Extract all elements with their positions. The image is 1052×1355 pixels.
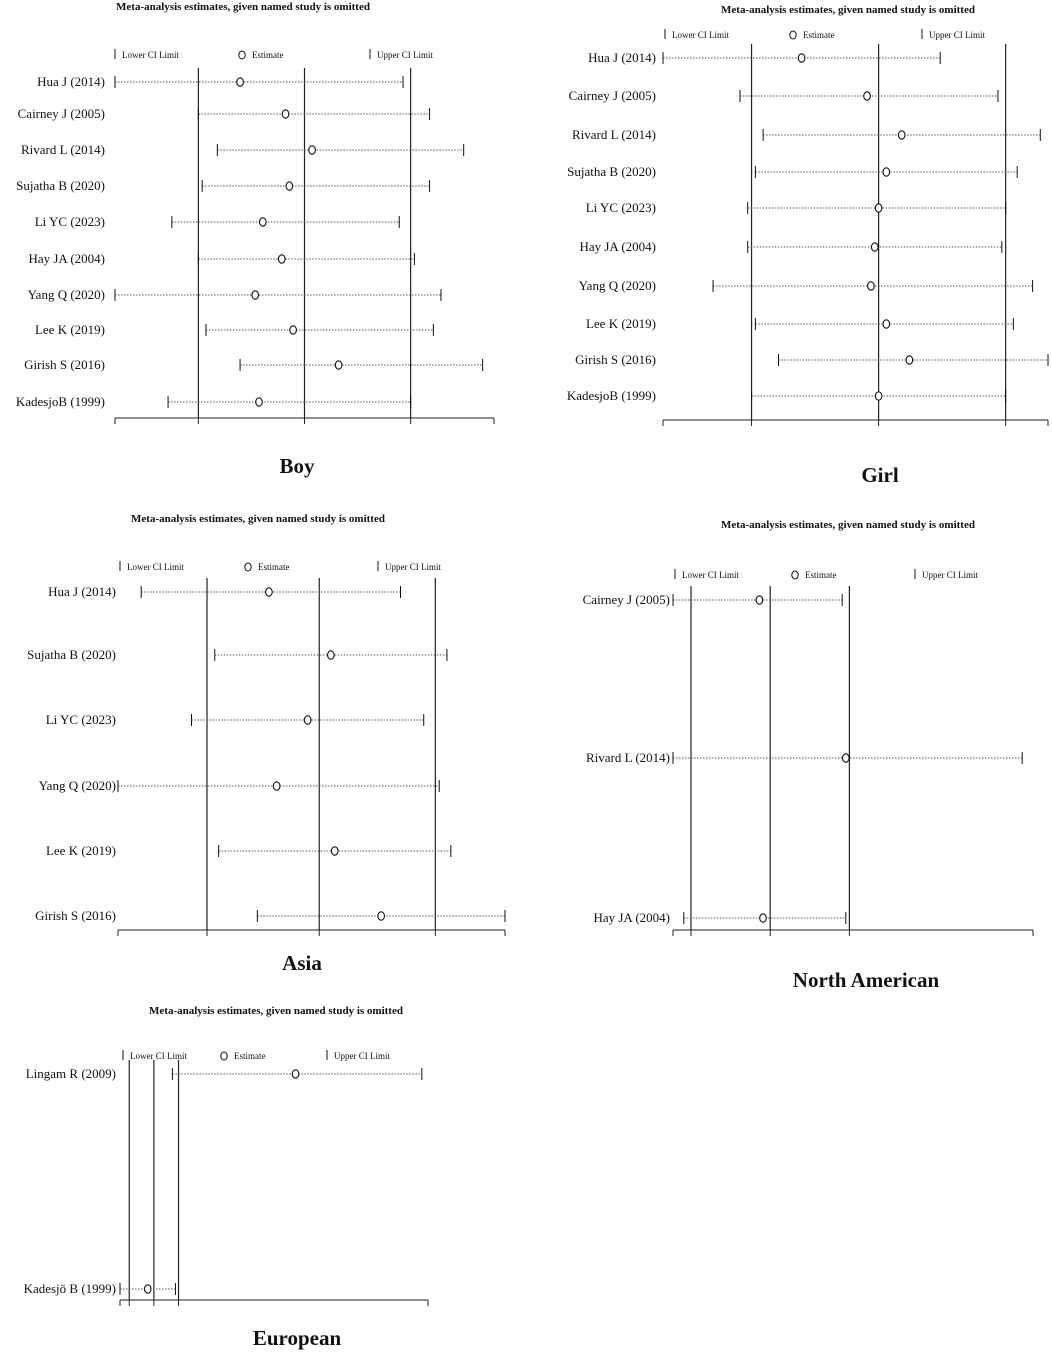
legend-estimate-marker [792,571,798,579]
estimate-point [304,716,311,724]
group-label: North American [792,968,940,992]
legend-estimate-marker [221,1052,227,1060]
study-label: Sujatha B (2020) [16,178,105,193]
estimate-point [266,588,273,596]
study-label: Cairney J (2005) [17,106,105,121]
study-row [37,74,403,89]
study-row [24,1281,176,1296]
study-row [27,647,447,662]
study-row [24,357,483,372]
forest-plot-european [24,1005,428,1350]
study-label: KadesjoB (1999) [566,388,656,403]
study-row [569,88,998,103]
legend-upper-label: Upper CI Limit [929,30,985,40]
study-label: Sujatha B (2020) [567,164,656,179]
estimate-point [883,168,890,176]
legend-lower-label: Lower CI Limit [682,570,739,580]
plot-legend [120,561,441,572]
estimate-point [906,356,913,364]
study-label: Sujatha B (2020) [27,647,116,662]
forest-plot-north-american [583,519,1033,992]
study-label: Hay JA (2004) [593,910,670,925]
estimate-point [868,282,875,290]
study-label: Cairney J (2005) [568,88,656,103]
study-row [35,214,400,229]
study-label: Rivard L (2014) [586,750,670,765]
estimate-point [273,782,280,790]
study-label: Lee K (2019) [34,322,105,337]
plot-title: Meta-analysis estimates, given named study is omitted [116,1,370,13]
estimate-point [144,1285,151,1293]
study-row [579,278,1033,293]
group-label: European [252,1326,342,1350]
group-label: Asia [282,951,322,975]
study-row [586,750,1022,765]
estimate-point [278,255,285,263]
study-row [567,388,1006,403]
estimate-point [282,110,289,118]
plot-legend [123,1050,390,1061]
legend-estimate-label: Estimate [252,50,284,60]
plot-title: Meta-analysis estimates, given named study is omitted [721,4,975,16]
study-row [26,1066,422,1081]
study-label: Rivard L (2014) [21,142,105,157]
estimate-point [798,54,805,62]
study-label: Kadesjö B (1999) [23,1281,116,1296]
estimate-point [843,754,850,762]
study-row [579,239,1001,254]
study-label: Li YC (2023) [585,200,656,215]
study-row [586,316,1013,331]
study-row [35,322,433,337]
plot-title: Meta-analysis estimates, given named study is omitted [721,519,975,531]
study-label: Hua J (2014) [48,584,116,599]
study-row [567,164,1017,179]
study-label: Lee K (2019) [585,316,656,331]
estimate-point [260,218,267,226]
legend-estimate-label: Estimate [234,1051,266,1061]
estimate-point [335,361,342,369]
legend-lower-label: Lower CI Limit [130,1051,187,1061]
plot-legend [665,29,985,40]
plot-legend [115,49,433,60]
legend-upper-label: Upper CI Limit [385,562,441,572]
estimate-point [871,243,878,251]
estimate-point [378,912,385,920]
study-label: Hay JA (2004) [579,239,656,254]
estimate-point [864,92,871,100]
estimate-point [286,182,293,190]
study-label: Yang Q (2020) [27,287,105,302]
study-row [588,50,940,65]
study-row [593,910,845,925]
study-label: Yang Q (2020) [578,278,656,293]
estimate-point [292,1070,299,1078]
study-label: Hua J (2014) [588,50,656,65]
forest-plot-boy [16,1,494,478]
study-label: Lee K (2019) [45,843,116,858]
estimate-point [328,651,335,659]
estimate-point [883,320,890,328]
study-row [575,352,1048,367]
study-row [572,127,1040,142]
legend-estimate-label: Estimate [258,562,290,572]
plot-legend [675,569,978,580]
study-label: Cairney J (2005) [582,592,670,607]
group-label: Girl [861,463,899,487]
study-label: Girish S (2016) [24,357,105,372]
legend-estimate-marker [239,51,245,59]
study-row [28,287,441,302]
study-label: Rivard L (2014) [572,127,656,142]
study-label: Girish S (2016) [575,352,656,367]
study-label: Girish S (2016) [35,908,116,923]
legend-lower-label: Lower CI Limit [127,562,184,572]
plot-title: Meta-analysis estimates, given named study is omitted [131,513,385,525]
study-row [18,106,430,121]
study-row [39,778,440,793]
study-row [583,592,843,607]
study-label: Li YC (2023) [34,214,105,229]
study-label: Li YC (2023) [45,712,116,727]
estimate-point [898,131,905,139]
study-row [46,712,424,727]
study-row [586,200,1006,215]
study-row [28,251,414,266]
study-row [16,178,429,193]
legend-estimate-marker [245,563,251,571]
study-row [35,908,505,923]
forest-plot-girl [567,4,1048,487]
estimate-point [875,204,882,212]
estimate-point [756,596,763,604]
estimate-point [309,146,316,154]
forest-plot-asia [27,513,505,975]
legend-estimate-label: Estimate [803,30,835,40]
estimate-point [237,78,244,86]
legend-lower-label: Lower CI Limit [122,50,179,60]
group-label: Boy [279,454,315,478]
study-row [48,584,400,599]
legend-lower-label: Lower CI Limit [672,30,729,40]
study-label: Yang Q (2020) [38,778,116,793]
estimate-point [252,291,259,299]
study-label: Hua J (2014) [37,74,105,89]
estimate-point [331,847,338,855]
plot-title: Meta-analysis estimates, given named study is omitted [149,1005,403,1017]
legend-estimate-marker [790,31,796,39]
study-row [46,843,451,858]
estimate-point [875,392,882,400]
legend-upper-label: Upper CI Limit [922,570,978,580]
legend-upper-label: Upper CI Limit [377,50,433,60]
study-row [21,142,464,157]
estimate-point [256,398,263,406]
study-label: KadesjoB (1999) [15,394,105,409]
study-label: Lingam R (2009) [25,1066,116,1081]
legend-upper-label: Upper CI Limit [334,1051,390,1061]
estimate-point [290,326,297,334]
estimate-point [760,914,767,922]
study-row [16,394,411,409]
study-label: Hay JA (2004) [28,251,105,266]
legend-estimate-label: Estimate [805,570,837,580]
